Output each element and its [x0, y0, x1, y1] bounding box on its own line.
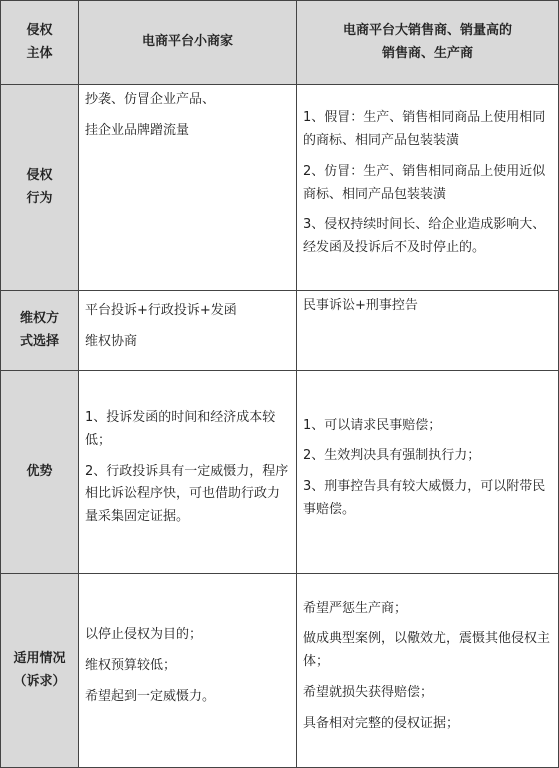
row-label-applicable: 适用情况 （诉求）: [1, 574, 79, 768]
cell-small-method: [79, 291, 297, 371]
cell-large-advantage: [297, 371, 559, 574]
cell-small-applicable: [79, 574, 297, 768]
small-method-line-2: 维权协商: [85, 333, 138, 349]
small-method-line-1: 平台投诉+行政投诉+发函: [85, 302, 237, 318]
row-applicable: [1, 574, 559, 768]
row-method: [1, 291, 559, 371]
large-infringement-item-2: 2、仿冒：生产、销售相同商品上使用近似商标、相同产品包装装潢: [303, 163, 546, 202]
large-applicable-item-3: 希望就损失获得赔偿；: [303, 684, 434, 700]
row-advantage: [1, 371, 559, 574]
large-infringement-item-1: 1、假冒：生产、销售相同商品上使用相同的商标、相同产品包装装潢: [303, 110, 546, 148]
cell-large-infringement: [297, 85, 559, 291]
header-small-merchant: 电商平台小商家: [79, 1, 297, 85]
row-label-infringement: 侵权 行为: [1, 85, 79, 291]
cell-large-applicable: [297, 574, 559, 768]
large-applicable-item-1: 希望严惩生产商；: [303, 600, 408, 616]
large-advantage-item-1: 1、可以请求民事赔偿；: [303, 417, 442, 433]
small-advantage-item-2: 2、行政投诉具有一定威慑力，程序相比诉讼程序快，可也借助行政力量采集固定证据。: [85, 463, 289, 525]
small-applicable-item-1: 以停止侵权为目的；: [85, 627, 203, 643]
large-advantage-item-3: 3、刑事控告具有较大威慑力，可以附带民事赔偿。: [303, 479, 546, 517]
header-large-seller: 电商平台大销售商、销量高的 销售商、生产商: [297, 1, 559, 85]
small-applicable-item-2: 维权预算较低；: [85, 658, 177, 674]
row-infringement: [1, 85, 559, 291]
small-advantage-item-1: 1、投诉发函的时间和经济成本较低；: [85, 410, 276, 448]
cell-small-advantage: [79, 371, 297, 574]
large-infringement-item-3: 3、侵权持续时间长、给企业造成影响大、经发函及投诉后不及时停止的。: [303, 217, 546, 255]
small-applicable-item-3: 希望起到一定威慑力。: [85, 688, 216, 704]
cell-large-method: [297, 291, 559, 371]
header-subject: 侵权 主体: [1, 1, 79, 85]
small-infringement-line-2: 挂企业品牌蹭流量: [85, 122, 190, 138]
large-applicable-item-4: 具备相对完整的侵权证据；: [303, 715, 460, 731]
row-label-method: 维权方 式选择: [1, 291, 79, 371]
small-infringement-line-1: 抄袭、仿冒企业产品、: [85, 92, 216, 107]
cell-small-infringement: [79, 85, 297, 291]
large-method-line-1: 民事诉讼+刑事控告: [303, 298, 418, 313]
header-row: [1, 1, 559, 85]
row-label-advantage: 优势: [1, 371, 79, 574]
large-applicable-item-2: 做成典型案例，以儆效尤，震慑其他侵权主体；: [303, 631, 551, 670]
large-advantage-item-2: 2、生效判决具有强制执行力；: [303, 448, 481, 464]
